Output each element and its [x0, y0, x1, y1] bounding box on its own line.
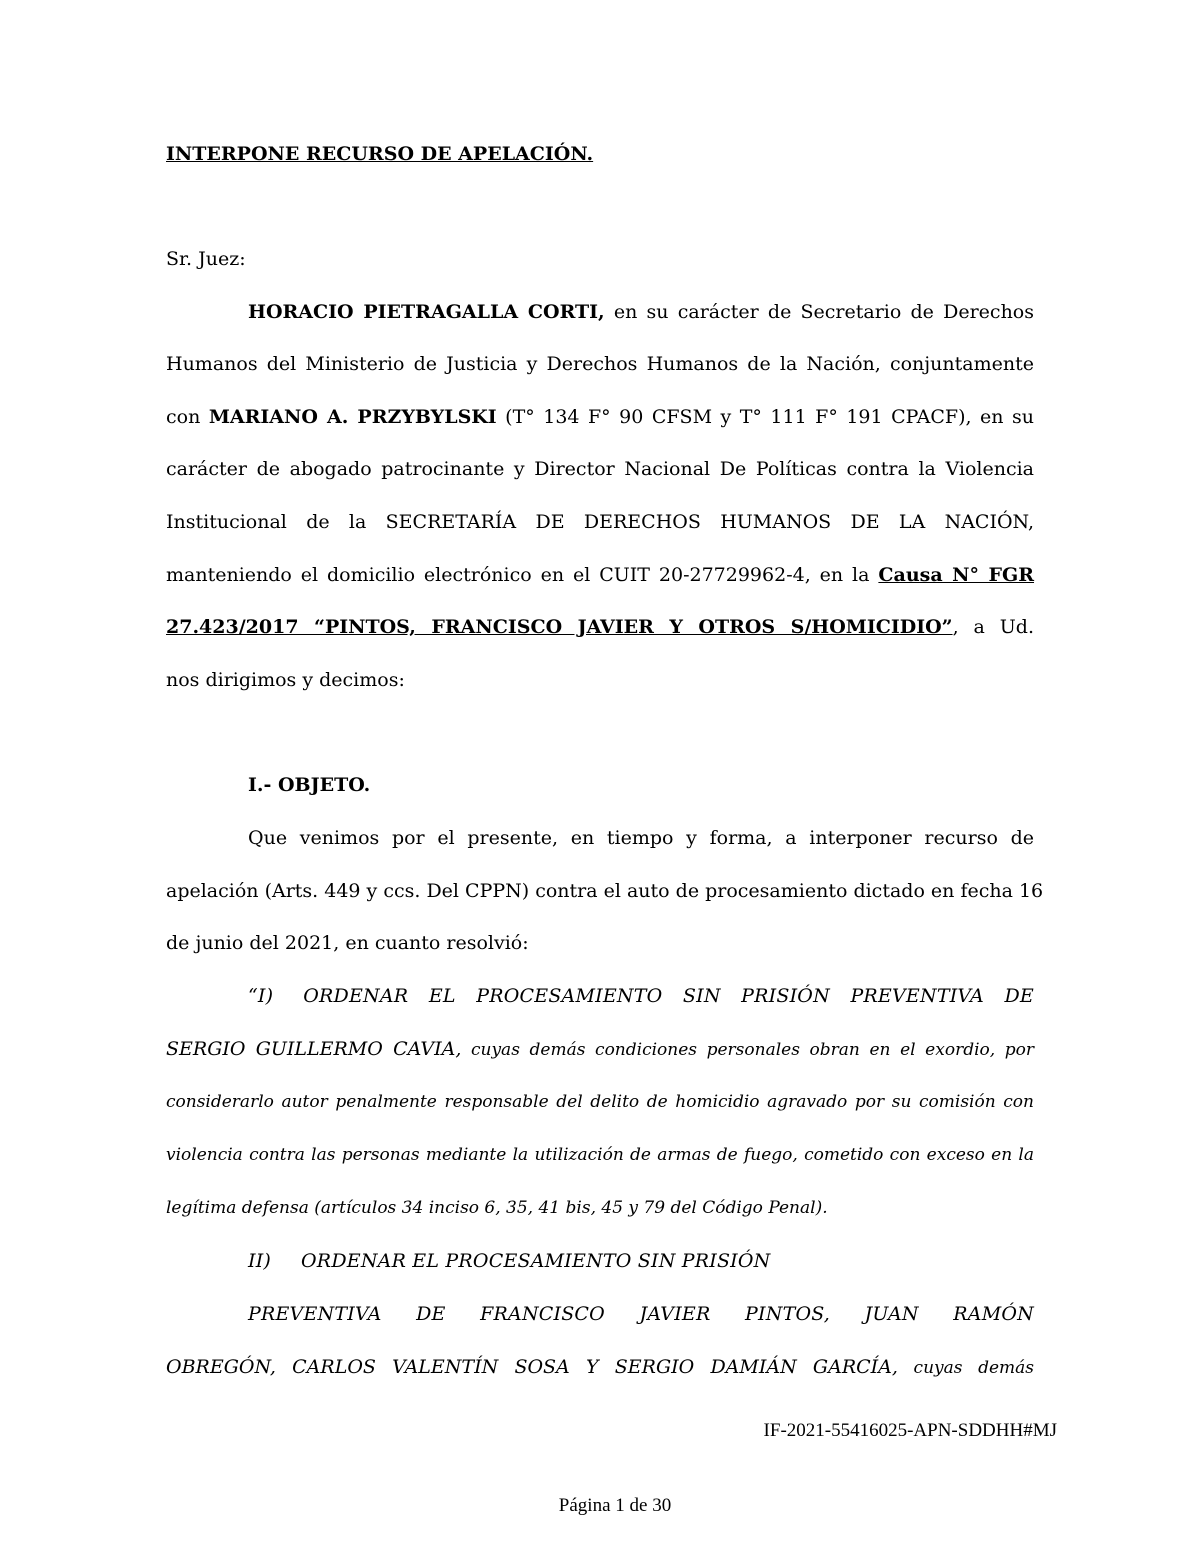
quote-1-line-1: “I) ORDENAR EL PROCESAMIENTO SIN PRISIÓN PREVENTIVA DE — [248, 985, 1034, 1007]
quote-2-line-3: OBREGÓN, CARLOS VALENTÍN SOSA Y SERGIO DAMIÁN GARCÍA, cuyas demás — [166, 1356, 1034, 1378]
quote-1-line-2: SERGIO GUILLERMO CAVIA, cuyas demás condiciones personales obran en el exordio, por — [166, 1038, 1034, 1060]
intro-line-7: 27.423/2017 “PINTOS, FRANCISCO JAVIER Y OTROS S/HOMICIDIO”, a Ud. — [166, 616, 1034, 638]
quote-1-line-3: considerarlo autor penalmente responsable del delito de homicidio agravado por su comisión con — [166, 1092, 1034, 1112]
section-heading-objeto: I.- OBJETO. — [248, 774, 371, 796]
attorney-name: MARIANO A. PRZYBYLSKI — [208, 406, 497, 428]
intro-line-1: HORACIO PIETRAGALLA CORTI, en su carácter de Secretario de Derechos — [248, 301, 1034, 323]
intro-line-3: con MARIANO A. PRZYBYLSKI (T° 134 F° 90 CFSM y T° 111 F° 191 CPACF), en su — [166, 406, 1034, 428]
intro-line-6: manteniendo el domicilio electrónico en el CUIT 20-27729962-4, en la Causa N° FGR — [166, 564, 1035, 586]
quote-1-line-5: legítima defensa (artículos 34 inciso 6, 35, 41 bis, 45 y 79 del Código Penal). — [166, 1198, 828, 1218]
intro-line-8: nos dirigimos y decimos: — [166, 669, 405, 691]
document-title: INTERPONE RECURSO DE APELACIÓN. — [166, 143, 594, 165]
objeto-line-3: de junio del 2021, en cuanto resolvió: — [166, 932, 529, 954]
objeto-line-1: Que venimos por el presente, en tiempo y forma, a interponer recurso de — [248, 827, 1034, 849]
intro-line-4: carácter de abogado patrocinante y Director Nacional De Políticas contra la Violencia — [166, 458, 1034, 480]
intro-line-2: Humanos del Ministerio de Justicia y Derechos Humanos de la Nación, conjuntamente — [166, 353, 1034, 375]
case-number-part-2: 27.423/2017 “PINTOS, FRANCISCO JAVIER Y OTROS S/HOMICIDIO” — [166, 616, 953, 638]
salutation: Sr. Juez: — [166, 248, 246, 270]
petitioner-name: HORACIO PIETRAGALLA CORTI, — [248, 301, 605, 323]
page-number: Página 1 de 30 — [558, 1495, 672, 1516]
quote-2-line-1: II) ORDENAR EL PROCESAMIENTO SIN PRISIÓN — [248, 1250, 771, 1272]
case-number-part-1: Causa N° FGR — [878, 564, 1035, 586]
quote-1-line-4: violencia contra las personas mediante la utilización de armas de fuego, cometido con exceso en la — [166, 1145, 1034, 1165]
document-id: IF-2021-55416025-APN-SDDHH#MJ — [763, 1420, 1057, 1441]
intro-line-5: Institucional de la SECRETARÍA DE DERECHOS HUMANOS DE LA NACIÓN, — [166, 511, 1034, 533]
objeto-line-2: apelación (Arts. 449 y ccs. Del CPPN) contra el auto de procesamiento dictado en fecha 16 — [166, 880, 1044, 902]
quote-2-line-2: PREVENTIVA DE FRANCISCO JAVIER PINTOS, JUAN RAMÓN — [248, 1303, 1034, 1325]
